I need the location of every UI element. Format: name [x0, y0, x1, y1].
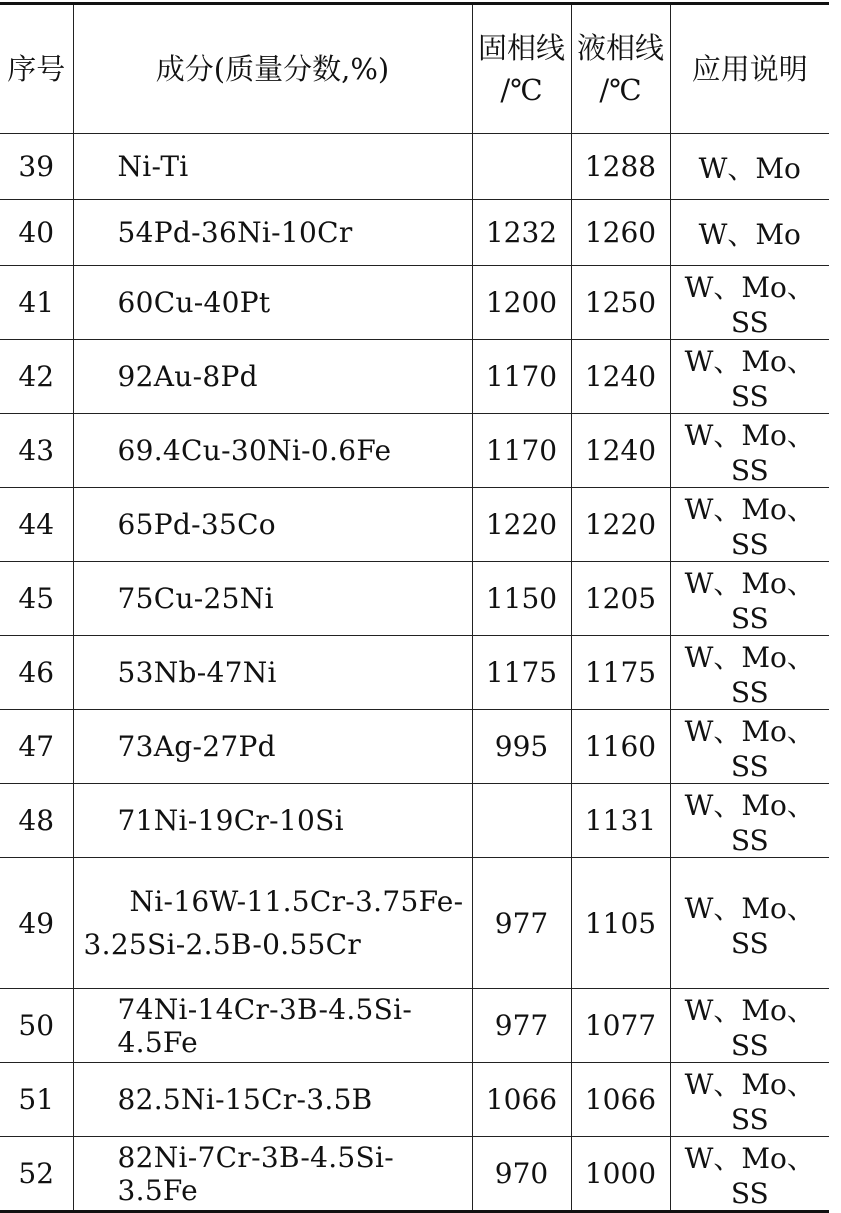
cell-index: 51 [0, 1063, 73, 1137]
cell-liquidus: 1205 [571, 562, 670, 636]
cell-application: W、Mo、SS [670, 414, 829, 488]
cell-composition: 60Cu-40Pt [73, 266, 472, 340]
table-row [0, 488, 829, 562]
cell-solidus: 1175 [472, 636, 571, 710]
table-row [0, 200, 829, 266]
cell-solidus: 970 [472, 1137, 571, 1212]
cell-application: W、Mo、SS [670, 1063, 829, 1137]
header-liquidus [571, 4, 670, 134]
cell-liquidus: 1288 [571, 134, 670, 200]
cell-application: W、Mo、SS [670, 710, 829, 784]
cell-index: 41 [0, 266, 73, 340]
cell-index: 48 [0, 784, 73, 858]
cell-composition: 69.4Cu-30Ni-0.6Fe [73, 414, 472, 488]
table-row [0, 562, 829, 636]
cell-application: W、Mo、SS [670, 636, 829, 710]
cell-solidus: 1170 [472, 340, 571, 414]
cell-solidus: 977 [472, 989, 571, 1063]
cell-liquidus: 1240 [571, 414, 670, 488]
cell-index: 46 [0, 636, 73, 710]
cell-composition: 92Au-8Pd [73, 340, 472, 414]
cell-index: 42 [0, 340, 73, 414]
cell-composition: 82Ni-7Cr-3B-4.5Si-3.5Fe [73, 1137, 472, 1212]
header-liquidus-unit: /℃ [599, 73, 642, 107]
table-row [0, 710, 829, 784]
cell-liquidus: 1220 [571, 488, 670, 562]
header-row [0, 4, 829, 134]
cell-solidus: 1200 [472, 266, 571, 340]
cell-solidus: 995 [472, 710, 571, 784]
cell-solidus: 1220 [472, 488, 571, 562]
cell-solidus: 1232 [472, 200, 571, 266]
cell-application: W、Mo、SS [670, 488, 829, 562]
cell-solidus [472, 784, 571, 858]
cell-composition: 71Ni-19Cr-10Si [73, 784, 472, 858]
cell-composition-line2: 3.25Si-2.5B-0.55Cr [83, 928, 362, 961]
brazing-alloy-table [0, 2, 829, 1213]
table-row [0, 266, 829, 340]
cell-liquidus: 1131 [571, 784, 670, 858]
header-application: 应用说明 [670, 4, 829, 134]
cell-index: 45 [0, 562, 73, 636]
table-row [0, 414, 829, 488]
cell-application: W、Mo、SS [670, 340, 829, 414]
table-row [0, 784, 829, 858]
cell-solidus [472, 134, 571, 200]
cell-composition: 82.5Ni-15Cr-3.5B [73, 1063, 472, 1137]
table-row [0, 858, 829, 989]
cell-liquidus: 1000 [571, 1137, 670, 1212]
header-index: 序号 [0, 4, 73, 134]
cell-application: W、Mo、SS [670, 989, 829, 1063]
cell-composition: Ni-Ti [73, 134, 472, 200]
cell-index: 44 [0, 488, 73, 562]
header-composition: 成分(质量分数,%) [73, 4, 472, 134]
cell-application: W、Mo [670, 134, 829, 200]
cell-liquidus: 1250 [571, 266, 670, 340]
header-solidus [472, 4, 571, 134]
header-solidus-unit: /℃ [500, 73, 543, 107]
cell-composition: 54Pd-36Ni-10Cr [73, 200, 472, 266]
header-liquidus-title: 液相线 [576, 30, 664, 65]
cell-application: W、Mo、SS [670, 858, 829, 989]
table-row [0, 1063, 829, 1137]
cell-solidus: 1066 [472, 1063, 571, 1137]
table-row [0, 989, 829, 1063]
cell-composition: 65Pd-35Co [73, 488, 472, 562]
cell-liquidus: 1077 [571, 989, 670, 1063]
cell-solidus: 1150 [472, 562, 571, 636]
cell-index: 43 [0, 414, 73, 488]
cell-composition-line1: Ni-16W-11.5Cr-3.75Fe- [129, 884, 464, 918]
cell-liquidus: 1260 [571, 200, 670, 266]
cell-index: 39 [0, 134, 73, 200]
cell-application: W、Mo、SS [670, 562, 829, 636]
cell-index: 52 [0, 1137, 73, 1212]
cell-liquidus: 1175 [571, 636, 670, 710]
cell-index: 40 [0, 200, 73, 266]
cell-liquidus: 1066 [571, 1063, 670, 1137]
cell-liquidus: 1160 [571, 710, 670, 784]
cell-index: 47 [0, 710, 73, 784]
cell-application: W、Mo、SS [670, 1137, 829, 1212]
table-row [0, 1137, 829, 1212]
cell-application: W、Mo、SS [670, 266, 829, 340]
cell-composition [73, 858, 472, 989]
table-row [0, 636, 829, 710]
table-row [0, 134, 829, 200]
cell-application: W、Mo、SS [670, 784, 829, 858]
cell-solidus: 1170 [472, 414, 571, 488]
cell-index: 49 [0, 858, 73, 989]
cell-liquidus: 1240 [571, 340, 670, 414]
header-solidus-title: 固相线 [477, 30, 565, 65]
cell-composition: 73Ag-27Pd [73, 710, 472, 784]
cell-composition: 75Cu-25Ni [73, 562, 472, 636]
cell-liquidus: 1105 [571, 858, 670, 989]
cell-application: W、Mo [670, 200, 829, 266]
cell-composition: 74Ni-14Cr-3B-4.5Si-4.5Fe [73, 989, 472, 1063]
cell-composition: 53Nb-47Ni [73, 636, 472, 710]
cell-index: 50 [0, 989, 73, 1063]
table-row [0, 340, 829, 414]
cell-solidus: 977 [472, 858, 571, 989]
